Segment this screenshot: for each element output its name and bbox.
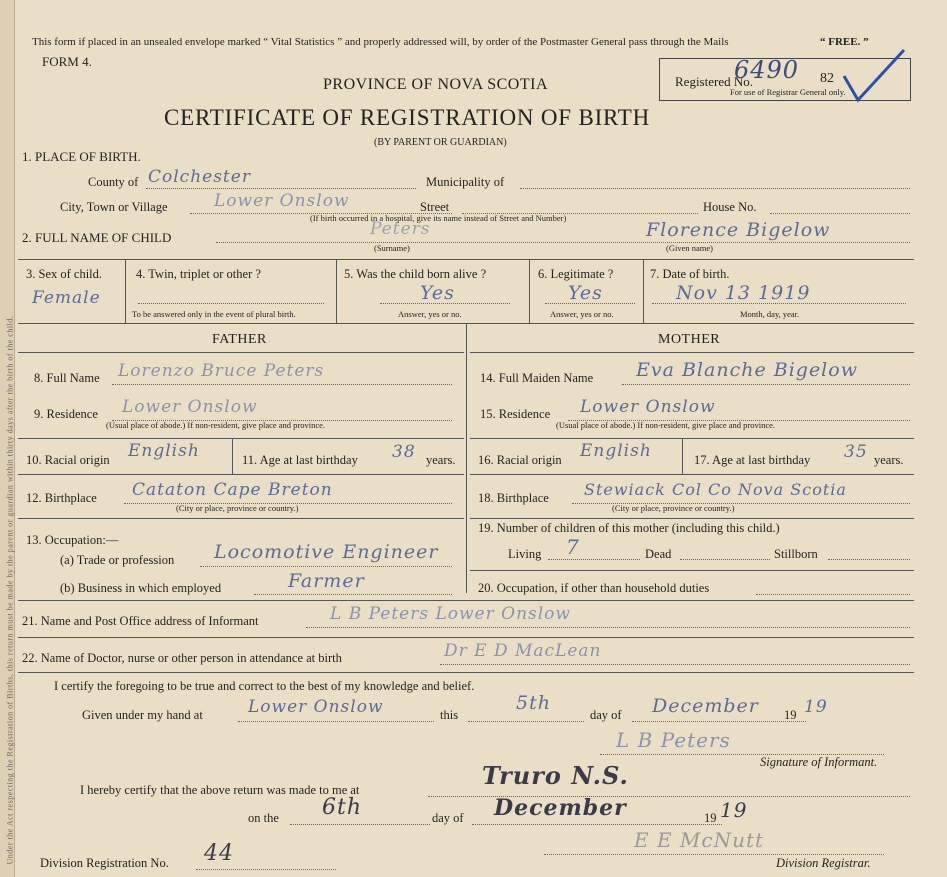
father-birthplace-label: 12. Birthplace [26, 491, 97, 505]
certify-text: I certify the foregoing to be true and correct to the best of my knowledge and belief. [54, 679, 475, 693]
mother-age-label: 17. Age at last birthday [694, 453, 811, 467]
informant-signature-label: Signature of Informant. [760, 755, 878, 769]
county-value: Colchester [148, 167, 251, 187]
registered-note: For use of Registrar General only. [730, 87, 846, 97]
father-race-label: 10. Racial origin [26, 453, 110, 467]
legitimate-value: Yes [568, 282, 603, 304]
house-no-line [770, 213, 910, 214]
surname-note: (Surname) [374, 243, 410, 253]
date-of-birth-label: 7. Date of birth. [650, 267, 730, 281]
mother-residence-note: (Usual place of abode.) If non-resident, give place and province. [556, 420, 776, 430]
twin-line [138, 303, 324, 304]
informant-value: L B Peters Lower Onslow [330, 604, 571, 624]
registrar-year-value: 19 [720, 798, 748, 822]
born-alive-value: Yes [420, 282, 455, 304]
doctor-line [440, 664, 910, 665]
registrar-text: I hereby certify that the above return was made to me at [80, 783, 360, 797]
division-registration-label: Division Registration No. [40, 856, 169, 870]
page-title: CERTIFICATE OF REGISTRATION OF BIRTH [164, 105, 651, 130]
mother-residence-value: Lower Onslow [580, 397, 716, 417]
municipality-label: Municipality of [426, 175, 505, 189]
certify-day-line [468, 721, 584, 722]
father-age-years: years. [426, 453, 456, 467]
registrar-day-value: 6th [322, 795, 363, 820]
father-business-value: Farmer [288, 570, 365, 592]
registrar-year-prefix: 19 [704, 811, 717, 825]
mother-occupation-line [756, 594, 910, 595]
rule-father-top [18, 352, 464, 353]
registrar-on-label: on the [248, 811, 279, 825]
child-name-line [216, 242, 910, 243]
informant-line [306, 627, 910, 628]
checkmark-icon [840, 46, 910, 108]
registrar-day-of-label: day of [432, 811, 464, 825]
rule-father-12 [18, 474, 464, 475]
father-trade-label: (a) Trade or profession [60, 553, 175, 567]
postal-notice-free: “ FREE. ” [820, 36, 869, 48]
doctor-value: Dr E D MacLean [444, 641, 602, 661]
informant-signature: L B Peters [616, 728, 731, 752]
child-surname: Peters [370, 219, 431, 239]
mother-name-line [622, 384, 910, 385]
rule-certify-top [18, 672, 914, 673]
registered-label: Registered No. [675, 74, 753, 89]
registrar-signature-label: Division Registrar. [776, 856, 871, 870]
rule-mother-19 [470, 518, 914, 519]
certify-year-value: 19 [804, 697, 828, 717]
house-no-label: House No. [703, 200, 757, 214]
rule-parent-divider [466, 323, 467, 593]
twin-note: To be answered only in the event of plural birth. [132, 309, 296, 319]
division-registration-line [196, 869, 336, 870]
father-age-label: 11. Age at last birthday [242, 453, 358, 467]
form-number: FORM 4. [42, 54, 92, 69]
given-under-label: Given under my hand at [82, 708, 203, 722]
rule-v3 [529, 259, 530, 323]
rule-mother-16 [470, 438, 914, 439]
child-given-name: Florence Bigelow [646, 219, 831, 241]
stillborn-label: Stillborn [774, 547, 818, 561]
living-value: 7 [566, 535, 580, 559]
certify-month-line [632, 721, 806, 722]
rule-v2 [336, 259, 337, 323]
legitimate-label: 6. Legitimate ? [538, 267, 614, 281]
registered-number-2: 82 [820, 71, 834, 86]
county-line [146, 188, 416, 189]
father-name-label: 8. Full Name [34, 371, 100, 385]
mother-residence-label: 15. Residence [480, 407, 551, 421]
mother-age-value: 35 [844, 442, 868, 462]
father-residence-value: Lower Onslow [122, 397, 258, 417]
hospital-note: (If birth occurred in a hospital, give its name instead of Street and Number) [310, 213, 567, 223]
date-of-birth-note: Month, day, year. [740, 309, 800, 319]
certify-day-value: 5th [516, 692, 551, 714]
left-margin-strip [0, 0, 15, 877]
rule-mother-top [470, 352, 914, 353]
father-heading: FATHER [212, 332, 267, 347]
city-value: Lower Onslow [214, 191, 350, 211]
sex-value: Female [32, 288, 101, 308]
mother-birthplace-label: 18. Birthplace [478, 491, 549, 505]
certify-this-label: this [440, 708, 459, 722]
mother-name-label: 14. Full Maiden Name [480, 371, 594, 385]
mother-children-label: 19. Number of children of this mother (including this child.) [478, 521, 780, 535]
mother-name-value: Eva Blanche Bigelow [636, 359, 858, 381]
division-registration-value: 44 [204, 841, 234, 866]
living-line [548, 559, 640, 560]
rule-father-10-v [232, 438, 233, 474]
father-age-value: 38 [392, 442, 416, 462]
father-race-value: English [128, 441, 200, 461]
given-place-value: Lower Onslow [248, 697, 384, 717]
rule-informant-top [18, 600, 914, 601]
registrar-day-line [290, 824, 430, 825]
mother-race-value: English [580, 441, 652, 461]
father-birthplace-note: (City or place, province or country.) [176, 503, 299, 513]
living-label: Living [508, 547, 542, 561]
given-place-line [238, 721, 434, 722]
legitimate-note: Answer, yes or no. [550, 309, 614, 319]
certify-month-value: December [652, 695, 759, 717]
rule-mother-18 [470, 474, 914, 475]
father-birthplace-value: Cataton Cape Breton [132, 480, 333, 500]
mother-age-years: years. [874, 453, 904, 467]
born-alive-label: 5. Was the child born alive ? [344, 267, 487, 281]
certify-day-of-label: day of [590, 708, 622, 722]
rule-mother-20 [470, 570, 914, 571]
sex-label: 3. Sex of child. [26, 267, 103, 281]
registrar-month-line [472, 824, 722, 825]
mother-heading: MOTHER [658, 332, 721, 347]
rule-father-10 [18, 438, 464, 439]
registered-number: 6490 [734, 56, 800, 84]
father-occupation-label: 13. Occupation:— [26, 533, 119, 547]
informant-label: 21. Name and Post Office address of Informant [22, 614, 259, 628]
registrar-signature: E E McNutt [634, 828, 765, 852]
certify-year-prefix: 19 [784, 708, 797, 722]
postal-notice: This form if placed in an unsealed envelope marked “ Vital Statistics ” and properly addressed will, by order of the Postmaster General pass through the Mails [32, 36, 729, 48]
father-name-line [112, 384, 452, 385]
father-business-line [254, 594, 452, 595]
province-heading: PROVINCE OF NOVA SCOTIA [323, 76, 549, 93]
father-trade-line [200, 566, 452, 567]
mother-birthplace-note: (City or place, province or country.) [612, 503, 735, 513]
street-label: Street [420, 200, 450, 214]
city-label: City, Town or Village [60, 200, 168, 214]
date-of-birth-value: Nov 13 1919 [676, 282, 811, 304]
registrar-signature-line [544, 854, 884, 855]
father-residence-note: (Usual place of abode.) If non-resident, give place and province. [106, 420, 326, 430]
rule-mother-16-v [682, 438, 683, 474]
child-name-label: 2. FULL NAME OF CHILD [22, 230, 172, 245]
doctor-label: 22. Name of Doctor, nurse or other person in attendance at birth [22, 651, 342, 665]
father-name-value: Lorenzo Bruce Peters [118, 361, 325, 381]
rule-v4 [643, 259, 644, 323]
registrar-place-value: Truro N.S. [482, 761, 629, 790]
given-name-note: (Given name) [666, 243, 713, 253]
rule-v1 [125, 259, 126, 323]
county-label: County of [88, 175, 139, 189]
father-residence-label: 9. Residence [34, 407, 98, 421]
stillborn-line [828, 559, 910, 560]
father-trade-value: Locomotive Engineer [214, 541, 439, 563]
dead-line [680, 559, 770, 560]
rule-row3-top [18, 259, 914, 260]
side-instruction-text: Under the Act respecting the Registration of Births, this return must be made by the parent or guardian within thirty days after the birth of the child. [5, 315, 15, 865]
twin-label: 4. Twin, triplet or other ? [136, 267, 261, 281]
mother-occupation-label: 20. Occupation, if other than household duties [478, 581, 710, 595]
page-subtitle: (BY PARENT OR GUARDIAN) [374, 137, 507, 148]
place-of-birth-label: 1. PLACE OF BIRTH. [22, 149, 141, 164]
rule-doctor-top [18, 637, 914, 638]
rule-father-13 [18, 518, 464, 519]
registrar-month-value: December [494, 795, 627, 821]
municipality-line [520, 188, 910, 189]
father-business-label: (b) Business in which employed [60, 581, 222, 595]
born-alive-note: Answer, yes or no. [398, 309, 462, 319]
mother-birthplace-value: Stewiack Col Co Nova Scotia [584, 480, 847, 499]
dead-label: Dead [645, 547, 672, 561]
mother-race-label: 16. Racial origin [478, 453, 562, 467]
